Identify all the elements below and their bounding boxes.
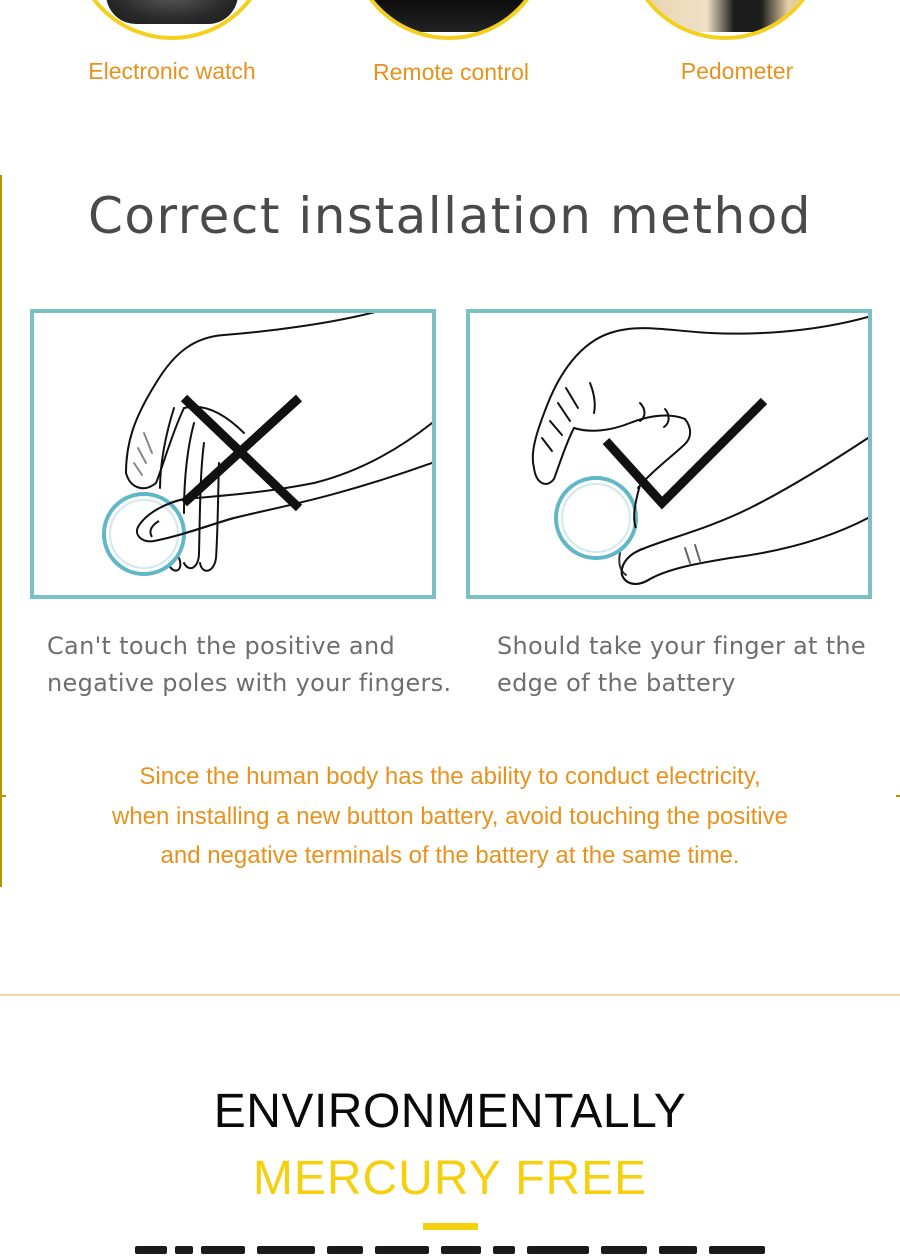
cut-off-text-line — [135, 1242, 765, 1256]
wrong-method-caption — [47, 628, 467, 702]
section-divider — [0, 994, 900, 996]
check-mark-icon — [606, 401, 764, 503]
installation-warning-note — [0, 757, 900, 876]
wrong-caption-line: negative poles with your fingers. — [47, 669, 452, 697]
cross-mark-icon — [184, 398, 299, 508]
note-line: and negative terminals of the battery at the same time. — [160, 842, 740, 869]
environment-heading: ENVIRONMENTALLY — [213, 1085, 687, 1138]
right-caption-line: Should take your finger at the — [497, 632, 866, 660]
application-label-watch: Electronic watch — [88, 58, 256, 84]
environment-subheading: MERCURY FREE — [252, 1152, 648, 1205]
heading-accent-bar — [423, 1223, 478, 1230]
note-line: Since the human body has the ability to conduct electricity, — [139, 763, 761, 790]
correct-method-caption — [497, 628, 897, 702]
electronic-watch-image — [72, 0, 272, 40]
hand-touching-poles-drawing — [34, 313, 432, 595]
note-line: when installing a new button battery, avoid touching the positive — [112, 802, 788, 830]
installation-title: Correct installation method — [88, 187, 812, 245]
battery-icon — [104, 494, 184, 574]
pedometer-image — [625, 0, 825, 40]
application-label-remote: Remote control — [373, 59, 529, 85]
wrong-method-illustration — [30, 309, 436, 599]
correct-method-illustration — [466, 309, 872, 599]
hand-holding-battery-edge-drawing — [470, 313, 868, 595]
right-caption-line: edge of the battery — [497, 669, 736, 697]
application-label-pedometer: Pedometer — [680, 58, 794, 84]
remote-control-image — [349, 0, 549, 40]
wrong-caption-line: Can't touch the positive and — [47, 632, 395, 660]
battery-icon — [556, 478, 636, 558]
